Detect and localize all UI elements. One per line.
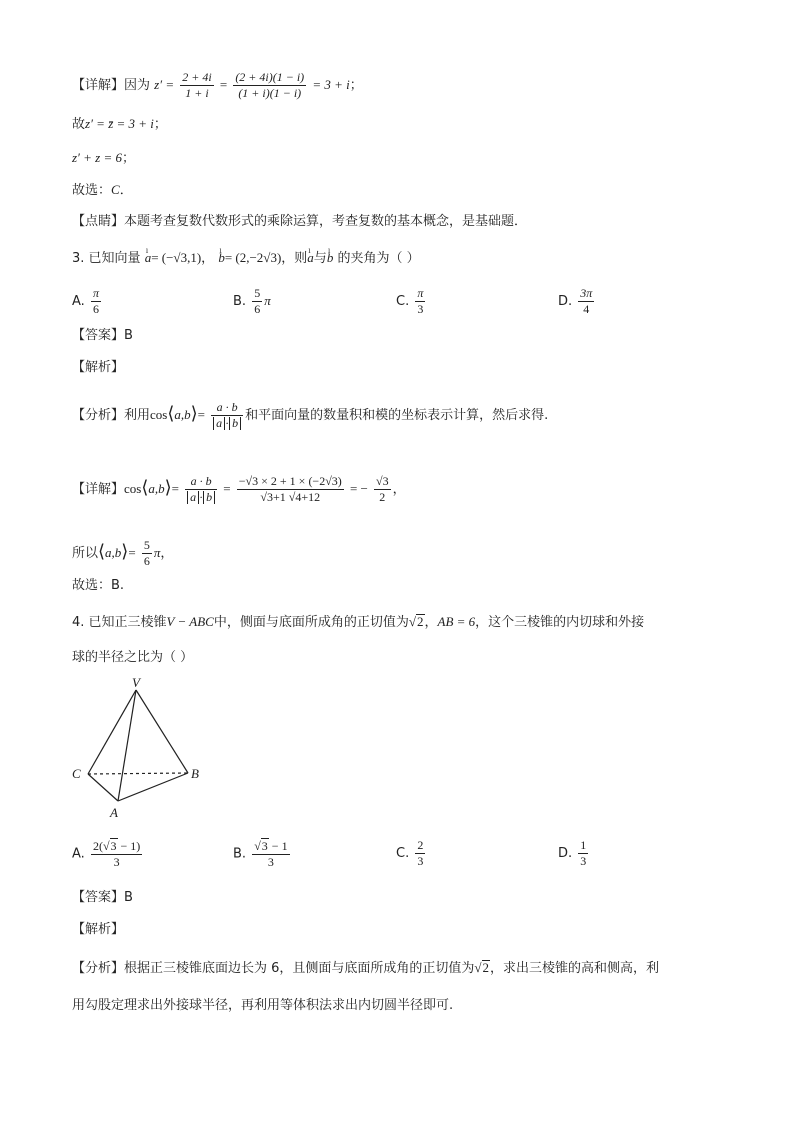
q3-suoyi: 所以⟨a,b⟩= $\frac{5}{6}$ π，: [72, 538, 174, 568]
tetrahedron-figure: [66, 670, 216, 830]
detail-line-2: 故z′ = z̄ = 3 + i；: [72, 116, 167, 132]
dianjing-line: 【点睛】本题考查复数代数形式的乘除运算，考查复数的基本概念，是基础题．: [72, 214, 528, 229]
q3-option-b: B. $\frac{5}{6}$ π: [233, 286, 271, 316]
vertex-label-c: C: [72, 766, 81, 781]
detail-line-1: 【详解】因为 z′ = $\frac{2 + 4i}{1 + i}$ = $\frac{(2 + 4i)(1 - i)}{(1 + i)(1 - i)}$ = 3 + i；: [72, 70, 363, 100]
q3-answer: 【答案】B: [72, 328, 133, 343]
q4-option-d: D. $\frac{1}{3}$: [558, 838, 587, 868]
edge-ca: [88, 774, 118, 801]
q3-xiangjie: 【详解】cos⟨a,b⟩= $\frac{a \cdot b}{a \cdot b}$ = $\frac{-√3 \times 2 + 1 \times (-2√3)}{√3+1 √4+12}$ = − $\frac{√3}{2}$ ，: [72, 474, 406, 504]
q4-jiexi: 【解析】: [72, 922, 125, 937]
vertex-label-b: B: [191, 766, 199, 781]
q3-jiexi: 【解析】: [72, 360, 125, 375]
q3-option-d: D. $\frac{3\pi}{4}$: [558, 286, 593, 316]
q4-fenxi: 【分析】根据正三棱锥底面边长为 6，且侧面与底面所成角的正切值为√2，求出三棱锥的高和侧高，利: [72, 960, 660, 976]
edge-vb: [136, 690, 188, 773]
q3-guxuan: 故选：B.: [72, 578, 125, 593]
q4-fenxi-line-2: 用勾股定理求出外接球半径，再利用等体积法求出内切圆半径即可.: [72, 998, 454, 1013]
edge-ab: [118, 773, 188, 801]
vertex-label-v: V: [132, 675, 140, 690]
question-3: 3. 已知向量 ı a= (−√3,1)， ı b= (2,−2√3)，则ı a与ı b 的夹角为（ ）: [72, 248, 420, 269]
cos-fraction: $\frac{a \cdot b}{a \cdot b}$: [211, 400, 243, 431]
choose-line: 故选：C．: [72, 182, 133, 198]
math-z-prime: z′ =: [154, 77, 175, 92]
vertex-label-a: A: [110, 805, 118, 820]
q4-option-c: C. $\frac{2}{3}$: [396, 838, 424, 868]
question-4-line-2: 球的半径之比为（ ）: [72, 650, 194, 665]
q3-fenxi: 【分析】利用cos⟨a,b⟩= $\frac{a \cdot b}{a \cdot b}$ 和平面向量的数量积和模的坐标表示计算，然后求得.: [72, 400, 549, 430]
edge-cb-hidden: [88, 773, 188, 774]
question-4: 4. 已知正三棱锥V − ABC中，侧面与底面所成角的正切值为√2，AB = 6，这个三棱锥的内切球和外接: [72, 614, 645, 630]
detail-line-3: z′ + z = 6；: [72, 150, 136, 166]
detail-tag: 【详解】: [72, 78, 125, 93]
fraction-2: $\frac{(2 + 4i)(1 - i)}{(1 + i)(1 - i)}$: [235, 70, 305, 100]
q3-option-c: C. $\frac{\pi}{3}$: [396, 286, 424, 316]
q4-option-b: B. $\frac{√3 - 1}{3}$: [233, 839, 288, 869]
q4-option-a: A. $\frac{2(√3 - 1)}{3}$: [72, 839, 141, 869]
q3-option-a: A. $\frac{\pi}{6}$: [72, 286, 99, 316]
q4-answer: 【答案】B: [72, 890, 133, 905]
fraction-1: $\frac{2 + 4i}{1 + i}$: [182, 70, 212, 100]
